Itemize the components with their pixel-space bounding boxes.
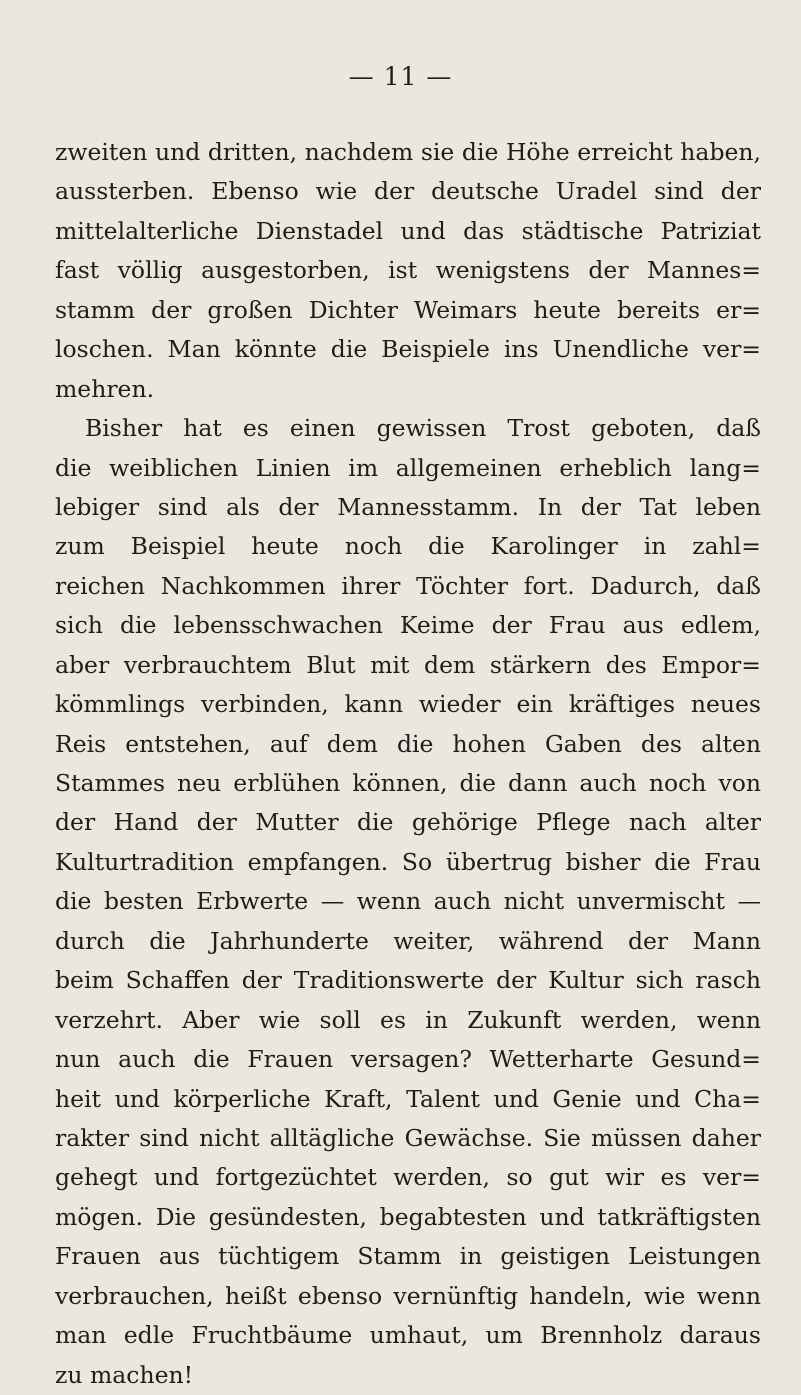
- text-line: die weiblichen Linien im allgemeinen erheblich lang=: [55, 453, 761, 482]
- text-line: Kulturtradition empfangen. So übertrug bisher die Frau: [55, 847, 761, 876]
- text-line: sich die lebensschwachen Keime der Frau aus edlem,: [55, 611, 761, 640]
- text-line: verzehrt. Aber wie soll es in Zukunft werden, wenn: [55, 1005, 761, 1034]
- text-line: fast völlig ausgestorben, ist wenigstens der Mannes=: [55, 256, 761, 285]
- text-line: zum Beispiel heute noch die Karolinger in zahl=: [55, 532, 761, 561]
- text-line: verbrauchen, heißt ebenso vernünftig handeln, wie wenn: [55, 1281, 761, 1310]
- text-line: zu machen!: [55, 1360, 194, 1389]
- page-number: — 11 —: [348, 62, 453, 91]
- text-line: loschen. Man könnte die Beispiele ins Unendliche ver=: [55, 335, 761, 364]
- text-line: zweiten und dritten, nachdem sie die Höhe erreicht haben,: [55, 138, 761, 166]
- text-line: Frauen aus tüchtigem Stamm in geistigen Leistungen: [55, 1242, 761, 1271]
- text-line: die besten Erbwerte — wenn auch nicht unvermischt —: [55, 887, 761, 916]
- text-line: kömmlings verbinden, kann wieder ein kräftiges neues: [55, 690, 761, 719]
- text-line: aber verbrauchtem Blut mit dem stärkern des Empor=: [55, 650, 761, 679]
- text-line: man edle Fruchtbäume umhaut, um Brennholz daraus: [55, 1321, 761, 1350]
- text-line: reichen Nachkommen ihrer Töchter fort. Dadurch, daß: [55, 571, 761, 600]
- text-line: stamm der großen Dichter Weimars heute bereits er=: [55, 295, 761, 324]
- text-line: aussterben. Ebenso wie der deutsche Uradel sind der: [55, 177, 761, 206]
- text-line: gehegt und fortgezüchtet werden, so gut wir es ver=: [55, 1163, 761, 1192]
- text-line: beim Schaffen der Traditionswerte der Kultur sich rasch: [55, 966, 761, 995]
- text-line: Reis entstehen, auf dem die hohen Gaben des alten: [55, 729, 761, 758]
- text-line: mittelalterliche Dienstadel und das städtische Patriziat: [55, 216, 761, 245]
- text-line: Bisher hat es einen gewissen Trost geboten, daß: [85, 414, 761, 443]
- text-line: nun auch die Frauen versagen? Wetterharte Gesund=: [55, 1045, 761, 1074]
- text-line: heit und körperliche Kraft, Talent und Genie und Cha=: [55, 1084, 761, 1113]
- text-line: durch die Jahrhunderte weiter, während der Mann: [55, 926, 761, 955]
- text-line: der Hand der Mutter die gehörige Pflege nach alter: [55, 808, 761, 837]
- body-text: [55, 133, 761, 1395]
- text-line: Stammes neu erblühen können, die dann auch noch von: [55, 769, 761, 797]
- text-line: rakter sind nicht alltägliche Gewächse. Sie müssen daher: [55, 1123, 761, 1152]
- text-line: mögen. Die gesündesten, begabtesten und tatkräftigsten: [55, 1202, 761, 1231]
- text-line: lebiger sind als der Mannesstamm. In der Tat leben: [55, 492, 761, 521]
- text-line: mehren.: [55, 374, 155, 403]
